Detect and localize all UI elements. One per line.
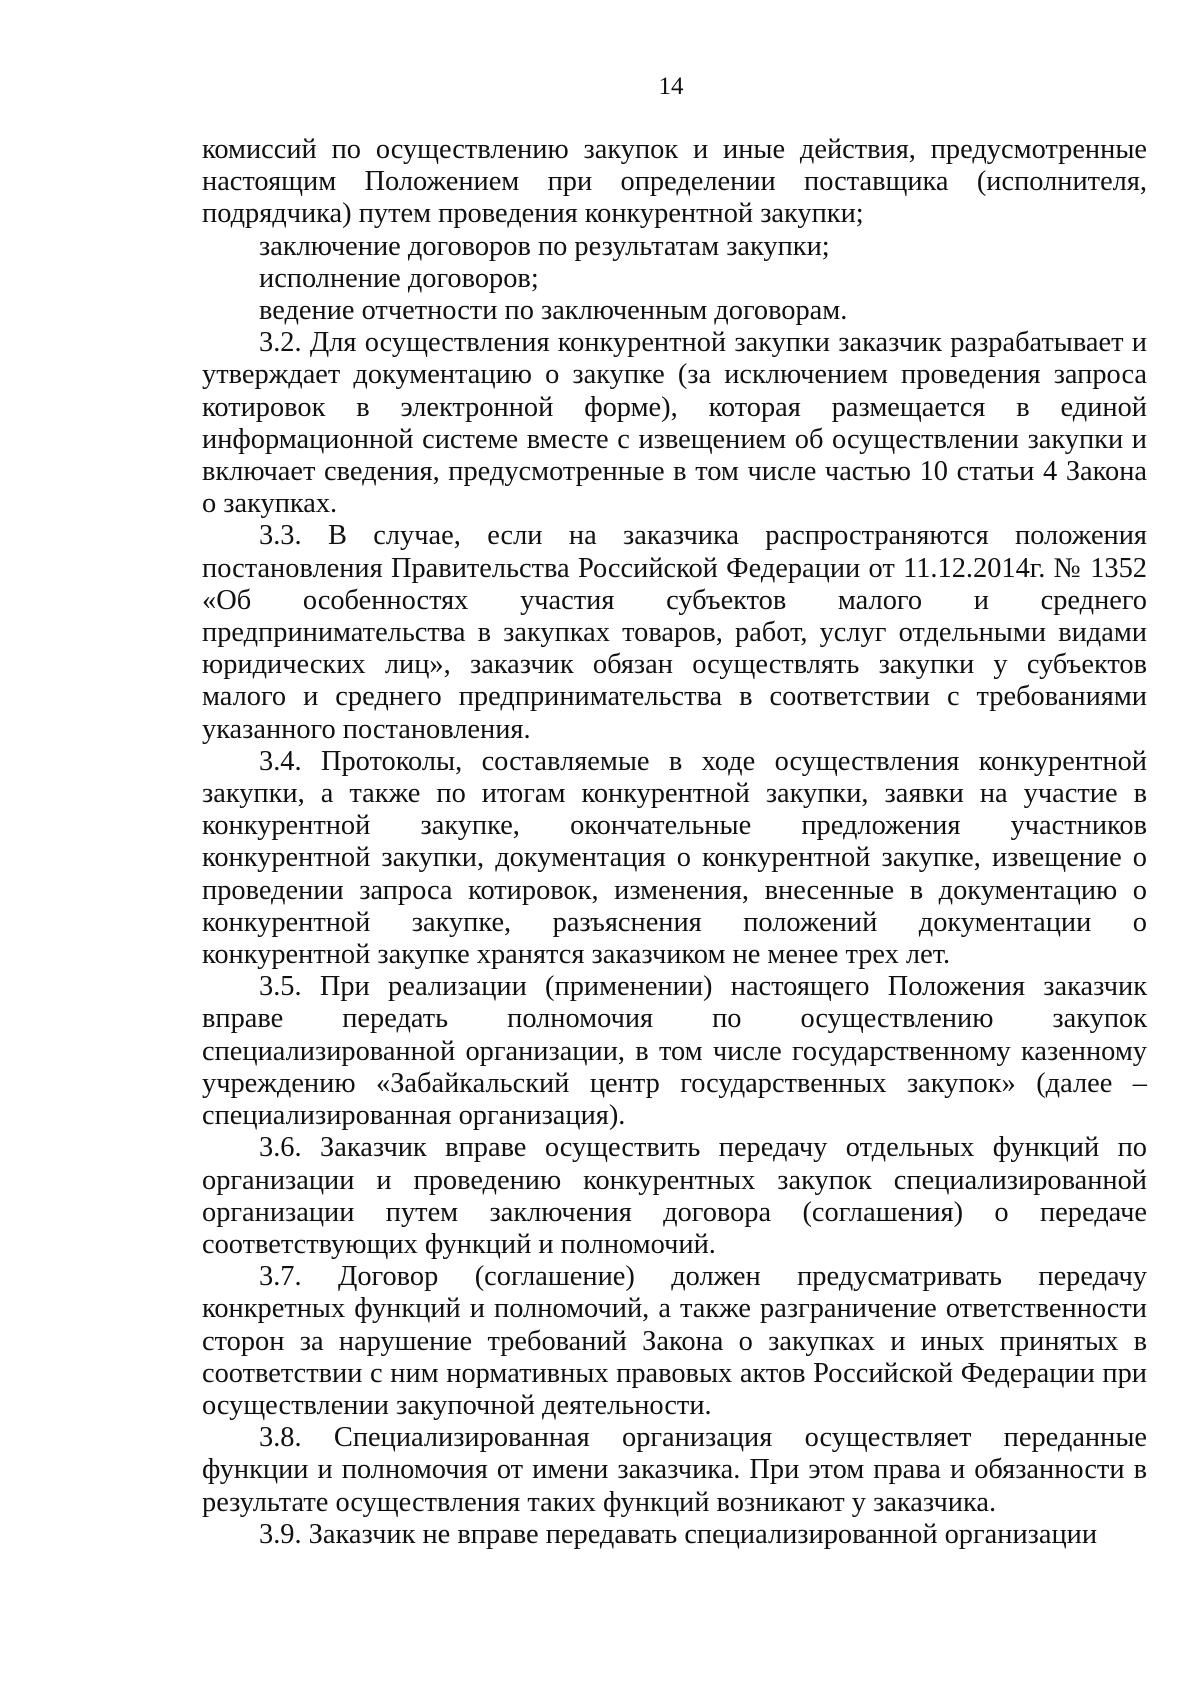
list-item-contracts: заключение договоров по результатам закупки;: [259, 230, 830, 262]
clause-3-4: 3.4. Протоколы, составляемые в ходе осуществления конкурентной закупки, а также по итогам конкурентной закупки, заявки на участие в конкурентной закупке, окончательные предложения участников конкурентной закупки, документация о конкурентной закупке, извещение о проведении запроса котировок, изменения, внесенные в документацию о конкурентной закупке, разъяснения положений документации о конкурентной закупке хранятся заказчиком не менее трех лет.: [202, 745, 1147, 971]
clause-3-6: 3.6. Заказчик вправе осуществить передачу отдельных функций по организации и проведению конкурентных закупок специализированной организации путем заключения договора (соглашения) о передаче соответствующих функций и полномочий.: [202, 1132, 1147, 1260]
clause-3-8: 3.8. Специализированная организация осуществляет переданные функции и полномочия от имени заказчика. При этом права и обязанности в результате осуществления таких функций возникают у заказчика.: [202, 1422, 1147, 1518]
page-number: 14: [658, 73, 684, 100]
clause-3-9: 3.9. Заказчик не вправе передавать специализированной организации: [259, 1518, 1098, 1550]
clause-3-2: 3.2. Для осуществления конкурентной закупки заказчик разрабатывает и утверждает документацию о закупке (за исключением проведения запроса котировок в электронной форме), которая размещается в единой информационной системе вместе с извещением об осуществлении закупки и включает сведения, предусмотренные в том числе частью 10 статьи 4 Закона о закупках.: [202, 327, 1147, 520]
clause-3-3: 3.3. В случае, если на заказчика распространяются положения постановления Правительства Российской Федерации от 11.12.2014г. № 1352 «Об особенностях участия субъектов малого и среднего предпринимательства в закупках товаров, работ, услуг отдельными видами юридических лиц», заказчик обязан осуществлять закупки у субъектов малого и среднего предпринимательства в соответствии с требованиями указанного постановления.: [202, 520, 1147, 745]
list-item-reporting: ведение отчетности по заключенным договорам.: [259, 295, 848, 327]
list-item-execution: исполнение договоров;: [259, 262, 539, 294]
clause-3-7: 3.7. Договор (соглашение) должен предусматривать передачу конкретных функций и полномочий, а также разграничение ответственности сторон за нарушение требований Закона о закупках и иных принятых в соответствии с ним нормативных правовых актов Российской Федерации при осуществлении закупочной деятельности.: [202, 1261, 1147, 1421]
document-body: [202, 134, 1147, 1551]
paragraph-continuation: комиссий по осуществлению закупок и иные действия, предусмотренные настоящим Положением при определении поставщика (исполнителя, подрядчика) путем проведения конкурентной закупки;: [202, 134, 1147, 230]
clause-3-5: 3.5. При реализации (применении) настоящего Положения заказчик вправе передать полномочия по осуществлению закупок специализированной организации, в том числе государственному казенному учреждению «Забайкальский центр государственных закупок» (далее – специализированная организация).: [202, 971, 1147, 1132]
